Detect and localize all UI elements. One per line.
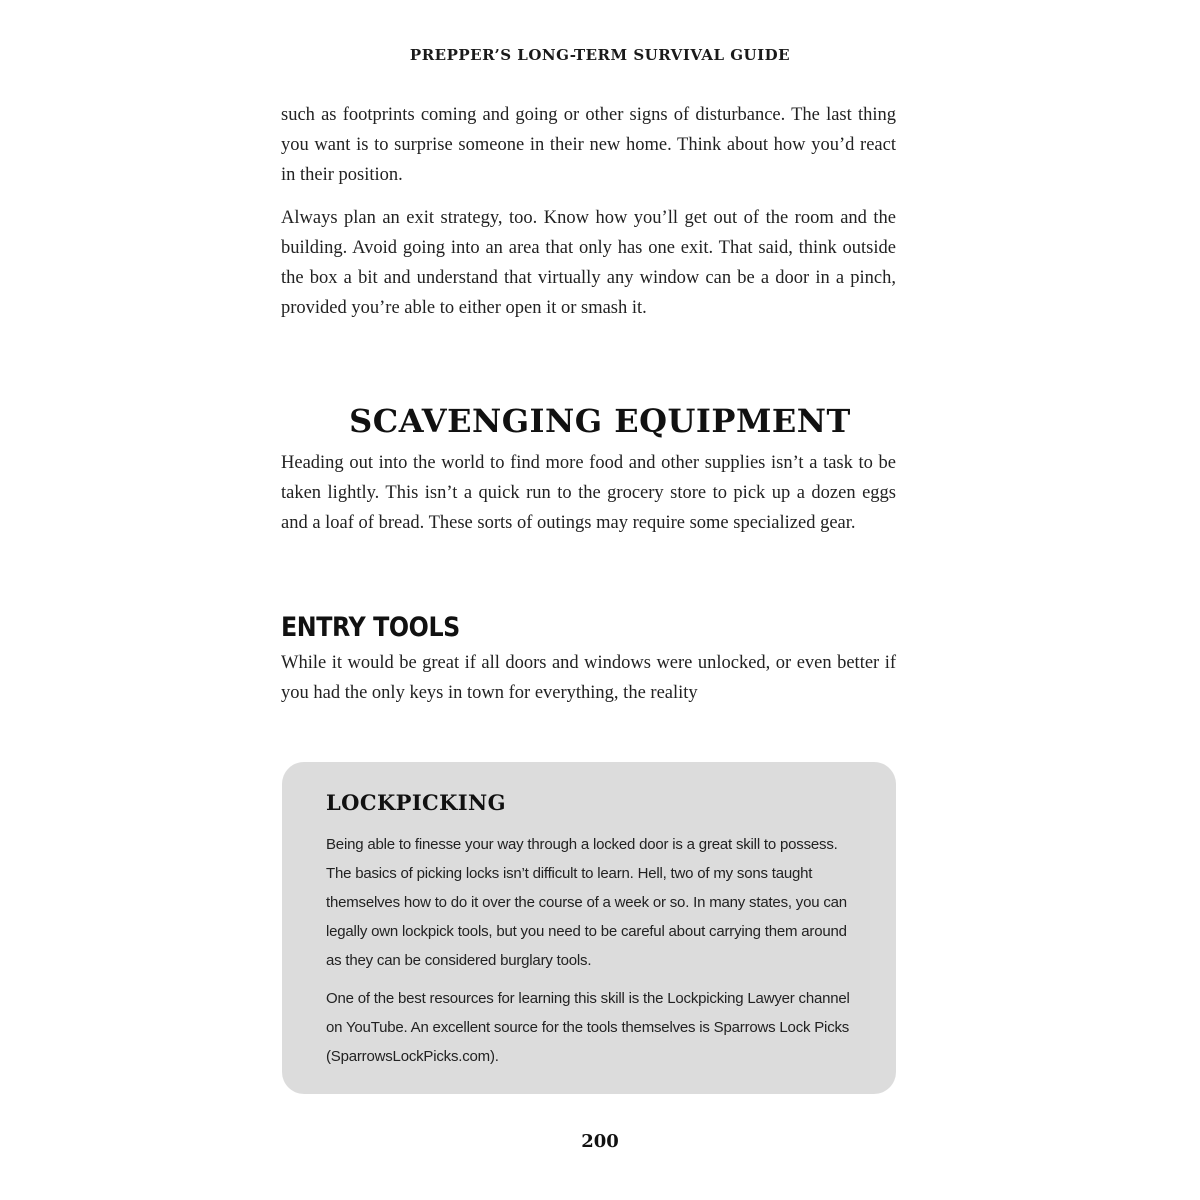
- sidebar-paragraph: One of the best resources for learning this skill is the Lockpicking Lawyer channel on YouTube. An excellent source for the tools themselves is Sparrows Lock Picks (SparrowsLockPicks.com).: [326, 990, 850, 1065]
- sidebar-paragraph: Being able to finesse your way through a locked door is a great skill to possess. The basics of picking locks isn’t difficult to learn. Hell, two of my sons taught themselves how to do it over the course of a week or so. In many states, you can legally own lockpick tools, but you need to be careful about carrying them around as they can be considered burglary tools.: [326, 836, 847, 969]
- section-heading: SCAVENGING EQUIPMENT: [349, 402, 851, 440]
- body-paragraph: such as footprints coming and going or other signs of disturbance. The last thing you want is to surprise someone in their new home. Think about how you’d react in their position.: [281, 105, 896, 185]
- running-head: PREPPER’S LONG-TERM SURVIVAL GUIDE: [409, 46, 791, 64]
- sidebar-box: [282, 762, 896, 1094]
- sidebar-title: LOCKPICKING: [326, 790, 506, 815]
- section-paragraph: Heading out into the world to find more food and other supplies isn’t a task to be taken lightly. This isn’t a quick run to the grocery store to pick up a dozen eggs and a loaf of bread. These sorts of outings may require some specialized gear.: [281, 453, 896, 533]
- subheading: ENTRY TOOLS: [281, 612, 460, 643]
- page-number: 200: [581, 1131, 619, 1152]
- subheading-paragraph: While it would be great if all doors and windows were unlocked, or even better if you had the only keys in town for everything, the reality: [281, 653, 896, 703]
- body-paragraph: Always plan an exit strategy, too. Know how you’ll get out of the room and the building. Avoid going into an area that only has one exit. That said, think outside the box a bit and understand that virtually any window can be a door in a pinch, provided you’re able to either open it or smash it.: [281, 208, 896, 318]
